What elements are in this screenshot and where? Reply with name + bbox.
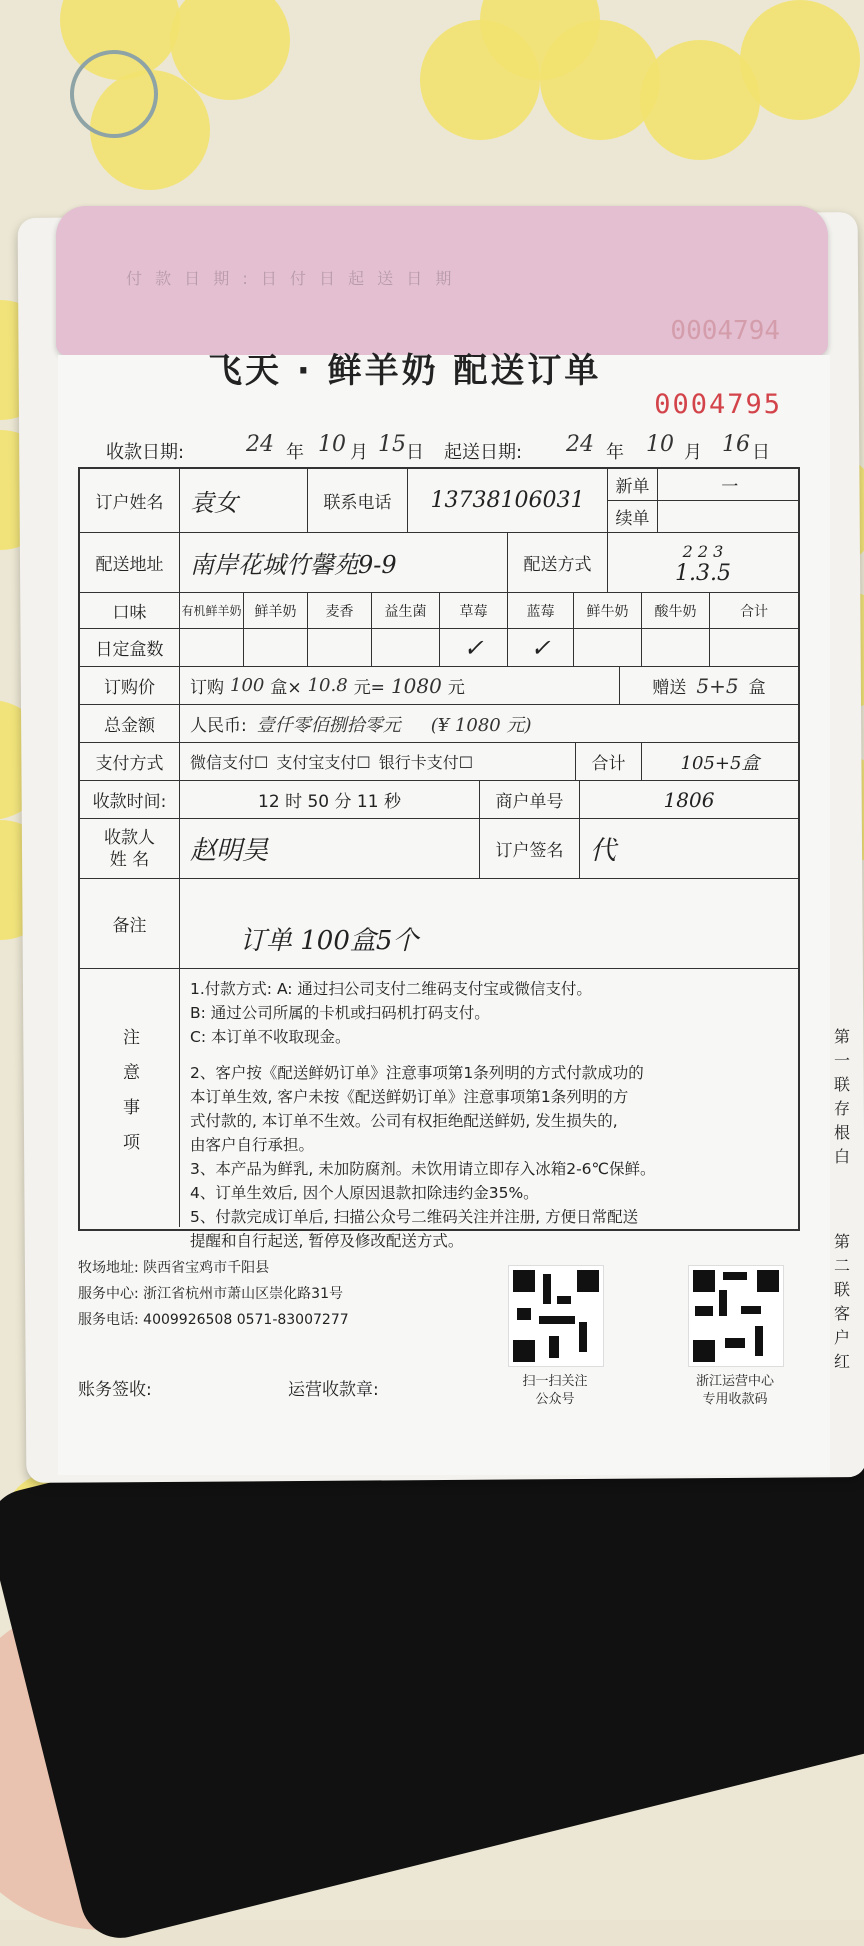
qr1-caption: 扫一扫关注 公众号 — [522, 1374, 588, 1407]
pay-wechat-checkbox[interactable]: 微信支付☐ — [190, 753, 269, 772]
flavor-label: 口味 — [80, 593, 180, 629]
renew-value — [658, 501, 798, 533]
total-line — [180, 705, 798, 743]
delivery-value-cell — [608, 533, 798, 593]
account-sign: 账务签收: — [78, 1380, 152, 1400]
pink-faint-text: 付 款 日 期 : 日 付 日 起 送 日 期 — [126, 269, 456, 288]
price-qty: 100 — [230, 675, 265, 696]
note-line: B: 通过公司所属的卡机或扫码机打码支付。 — [190, 1004, 490, 1022]
farm-address: 牧场地址: 陕西省宝鸡市千阳县 — [78, 1260, 270, 1276]
note-line: 1.付款方式: A: 通过扫公司支付二维码支付宝或微信支付。 — [190, 980, 592, 998]
new-order-label: 新单 — [608, 469, 658, 501]
sum-value: 105+5盒 — [642, 743, 798, 781]
notes-label: 注意事项 — [80, 969, 180, 1227]
price-total: 1080 — [390, 673, 442, 698]
ops-stamp: 运营收款章: — [288, 1380, 379, 1400]
receipt-date-label: 收款日期: — [106, 442, 185, 463]
flavor-blueberry: 蓝莓 — [508, 593, 574, 629]
price-yuan: 元= — [353, 678, 385, 698]
sign-value: 代 — [580, 819, 798, 879]
flavor-yogurt: 酸牛奶 — [642, 593, 710, 629]
merchant-label: 商户单号 — [480, 781, 580, 819]
note-line: C: 本订单不收取现金。 — [190, 1028, 351, 1046]
rmb-label: 人民币: — [190, 716, 247, 736]
daily-cell — [574, 629, 642, 667]
receipt-year-unit: 年 — [286, 442, 304, 463]
note-line: 由客户自行承担。 — [190, 1136, 315, 1154]
order-table — [78, 467, 800, 1250]
note-line — [190, 1049, 655, 1061]
sign-label: 订户签名 — [480, 819, 580, 879]
pay-options — [180, 743, 576, 781]
qr2-caption: 浙江运营中心 专用收款码 — [695, 1374, 774, 1407]
phone-label: 联系电话 — [308, 469, 408, 533]
gift-unit: 盒 — [748, 678, 766, 698]
daily-blueberry-check: ✓ — [508, 629, 574, 667]
pink-serial: 0004794 — [670, 316, 780, 346]
gift-label: 赠送 — [652, 678, 687, 698]
renew-label: 续单 — [608, 501, 658, 533]
start-day: 16 — [722, 432, 750, 457]
form-title: 飞天 · 鲜羊奶 配送订单 — [208, 351, 602, 391]
note-line: 提醒和自行起送, 暂停及修改配送方式。 — [190, 1232, 464, 1250]
payee-label: 收款人 姓 名 — [80, 819, 180, 879]
daily-total — [710, 629, 798, 667]
daily-label: 日定盒数 — [80, 629, 180, 667]
remark-value: 订单 100盒5个 — [180, 879, 798, 969]
price-box: 盒× — [270, 678, 302, 698]
start-year-unit: 年 — [606, 442, 624, 463]
daily-cell — [372, 629, 440, 667]
note-line: 本订单生效, 客户未按《配送鲜奶订单》注意事项第1条列明的方 — [190, 1088, 629, 1106]
notes-area — [180, 969, 798, 1250]
receipt-year: 24 — [246, 432, 274, 457]
daily-cell — [308, 629, 372, 667]
order-form-page — [58, 351, 850, 1475]
payee-value: 赵明昊 — [180, 819, 480, 879]
phone-value: 13738106031 — [408, 469, 608, 533]
flavor-cow-milk: 鲜牛奶 — [574, 593, 642, 629]
service-center: 服务中心: 浙江省杭州市萧山区崇化路31号 — [78, 1286, 343, 1302]
pay-label: 支付方式 — [80, 743, 180, 781]
daily-strawberry-check: ✓ — [440, 629, 508, 667]
customer-label: 订户姓名 — [80, 469, 180, 533]
flavor-organic-goat: 有机鲜羊奶 — [180, 593, 244, 629]
flavor-probiotic: 益生菌 — [372, 593, 440, 629]
serial-number: 0004795 — [654, 389, 782, 420]
footer-info — [78, 1255, 349, 1333]
price-label: 订购价 — [80, 667, 180, 705]
merchant-value: 1806 — [580, 781, 798, 819]
start-month: 10 — [646, 432, 674, 457]
receipt-month: 10 — [318, 432, 346, 457]
start-year: 24 — [566, 432, 594, 457]
note-line: 2、客户按《配送鲜奶订单》注意事项第1条列明的方式付款成功的 — [190, 1064, 644, 1082]
service-phone: 服务电话: 4009926508 0571-83007277 — [78, 1312, 349, 1328]
gift-cell — [620, 667, 798, 705]
remark-label: 备注 — [80, 879, 180, 969]
notes-list — [190, 977, 655, 1253]
delivery-label: 配送方式 — [508, 533, 608, 593]
side-customer-label: 第二联客户 红 — [833, 1232, 850, 1371]
payment-qr-code[interactable] — [688, 1265, 784, 1367]
note-line: 3、本产品为鲜乳, 未加防腐剂。未饮用请立即存入冰箱2-6℃保鲜。 — [190, 1160, 656, 1178]
rmb-number: (¥ 1080 元) — [430, 714, 532, 736]
price-unit: 10.8 — [307, 675, 348, 696]
pay-bankcard-checkbox[interactable]: 银行卡支付☐ — [378, 753, 474, 772]
address-label: 配送地址 — [80, 533, 180, 593]
start-month-unit: 月 — [684, 442, 702, 463]
wechat-qr-code[interactable] — [508, 1265, 604, 1367]
start-date-label: 起送日期: — [444, 442, 523, 463]
customer-value: 袁女 — [180, 469, 308, 533]
pink-copy-sheet — [56, 206, 828, 356]
flavor-total: 合计 — [710, 593, 798, 629]
note-line: 4、订单生效后, 因个人原因退款扣除违约金35%。 — [190, 1184, 539, 1202]
gift-value: 5+5 — [696, 673, 739, 698]
rmb-words: 壹仟零佰捌拾零元 — [256, 714, 401, 736]
side-stub-label: 第一联存根 白 — [833, 1027, 850, 1166]
flavor-goat: 鲜羊奶 — [244, 593, 308, 629]
new-order-value: 一 — [658, 469, 798, 501]
flavor-strawberry: 草莓 — [440, 593, 508, 629]
pay-alipay-checkbox[interactable]: 支付宝支付☐ — [276, 753, 371, 772]
ring-decoration — [70, 50, 158, 138]
delivery-value: 1.3.5 — [675, 560, 731, 586]
daily-cell — [244, 629, 308, 667]
daily-cell — [642, 629, 710, 667]
note-line: 式付款的, 本订单不生效。公司有权拒绝配送鲜奶, 发生损失的, — [190, 1112, 618, 1130]
price-text: 订购 — [190, 678, 224, 698]
receipt-day: 15 — [378, 432, 406, 457]
receipt-month-unit: 月 — [350, 442, 368, 463]
price-line — [180, 667, 620, 705]
sum-label: 合计 — [576, 743, 642, 781]
delivery-value-top: 2 2 3 — [682, 541, 724, 561]
total-label: 总金额 — [80, 705, 180, 743]
receipt-day-unit: 日 — [406, 442, 424, 463]
price-yuan2: 元 — [447, 678, 465, 698]
note-line: 5、付款完成订单后, 扫描公众号二维码关注并注册, 方便日常配送 — [190, 1208, 639, 1226]
address-value: 南岸花城竹馨苑9-9 — [180, 533, 508, 593]
flavor-malt: 麦香 — [308, 593, 372, 629]
start-day-unit: 日 — [752, 442, 770, 463]
time-label: 收款时间: — [80, 781, 180, 819]
time-value: 12 时 50 分 11 秒 — [180, 781, 480, 819]
daily-cell — [180, 629, 244, 667]
